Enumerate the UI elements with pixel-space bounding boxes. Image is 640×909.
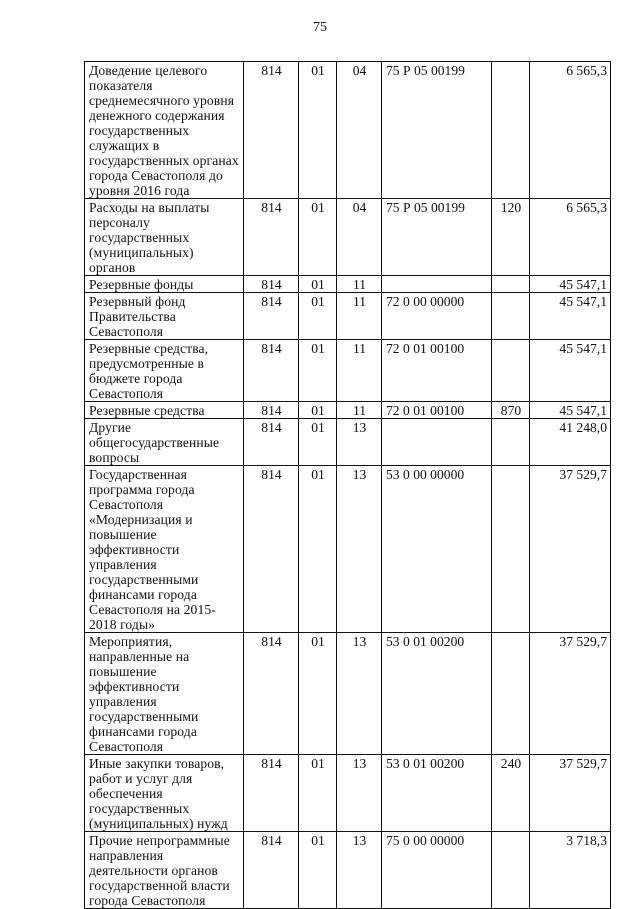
ved-cell: 814 — [244, 633, 299, 755]
ved-cell: 814 — [244, 402, 299, 419]
ved-cell: 814 — [244, 276, 299, 293]
rz-cell: 01 — [299, 62, 337, 199]
ved-cell: 814 — [244, 419, 299, 466]
amount-cell: 45 547,1 — [530, 276, 611, 293]
pr-cell: 04 — [337, 199, 382, 276]
ved-cell: 814 — [244, 293, 299, 340]
ved-cell: 814 — [244, 466, 299, 633]
budget-table-body — [85, 62, 611, 909]
vr-cell — [492, 832, 530, 909]
row-name-cell: Доведение целевого показателя среднемесячного уровня денежного содержания государственных служащих в государственных органах города Севастополя до уровня 2016 года — [85, 62, 244, 199]
vr-cell: 870 — [492, 402, 530, 419]
pr-cell: 13 — [337, 832, 382, 909]
vr-cell — [492, 62, 530, 199]
csr-cell: 72 0 01 00100 — [382, 402, 492, 419]
csr-cell — [382, 419, 492, 466]
vr-cell: 240 — [492, 755, 530, 832]
ved-cell: 814 — [244, 340, 299, 402]
table-row — [85, 62, 611, 199]
amount-cell: 41 248,0 — [530, 419, 611, 466]
table-row — [85, 633, 611, 755]
csr-cell: 72 0 01 00100 — [382, 340, 492, 402]
pr-cell: 04 — [337, 62, 382, 199]
amount-cell: 6 565,3 — [530, 62, 611, 199]
rz-cell: 01 — [299, 340, 337, 402]
pr-cell: 13 — [337, 755, 382, 832]
table-row — [85, 199, 611, 276]
rz-cell: 01 — [299, 402, 337, 419]
row-name-cell: Иные закупки товаров, работ и услуг для обеспечения государственных (муниципальных) нужд — [85, 755, 244, 832]
vr-cell — [492, 419, 530, 466]
row-name-cell: Резервные фонды — [85, 276, 244, 293]
vr-cell — [492, 633, 530, 755]
page-number: 75 — [313, 20, 327, 35]
pr-cell: 11 — [337, 293, 382, 340]
ved-cell: 814 — [244, 62, 299, 199]
ved-cell: 814 — [244, 199, 299, 276]
csr-cell — [382, 276, 492, 293]
csr-cell: 53 0 00 00000 — [382, 466, 492, 633]
csr-cell: 75 0 00 00000 — [382, 832, 492, 909]
vr-cell — [492, 340, 530, 402]
rz-cell: 01 — [299, 276, 337, 293]
row-name-cell: Резервные средства, предусмотренные в бюджете города Севастополя — [85, 340, 244, 402]
csr-cell: 75 Р 05 00199 — [382, 62, 492, 199]
table-row — [85, 340, 611, 402]
ved-cell: 814 — [244, 832, 299, 909]
amount-cell: 45 547,1 — [530, 402, 611, 419]
amount-cell: 37 529,7 — [530, 633, 611, 755]
csr-cell: 75 Р 05 00199 — [382, 199, 492, 276]
csr-cell: 72 0 00 00000 — [382, 293, 492, 340]
row-name-cell: Государственная программа города Севастополя «Модернизация и повышение эффективности управления государственными финансами города Севастополя на 2015-2018 годы» — [85, 466, 244, 633]
csr-cell: 53 0 01 00200 — [382, 755, 492, 832]
vr-cell — [492, 466, 530, 633]
amount-cell: 45 547,1 — [530, 293, 611, 340]
budget-table — [84, 61, 611, 909]
amount-cell: 37 529,7 — [530, 755, 611, 832]
rz-cell: 01 — [299, 293, 337, 340]
amount-cell: 45 547,1 — [530, 340, 611, 402]
amount-cell: 3 718,3 — [530, 832, 611, 909]
rz-cell: 01 — [299, 466, 337, 633]
table-row — [85, 402, 611, 419]
pr-cell: 11 — [337, 340, 382, 402]
rz-cell: 01 — [299, 755, 337, 832]
rz-cell: 01 — [299, 832, 337, 909]
table-row — [85, 293, 611, 340]
row-name-cell: Мероприятия, направленные на повышение эффективности управления государственными финансами города Севастополя — [85, 633, 244, 755]
amount-cell: 37 529,7 — [530, 466, 611, 633]
pr-cell: 13 — [337, 466, 382, 633]
table-row — [85, 276, 611, 293]
rz-cell: 01 — [299, 199, 337, 276]
ved-cell: 814 — [244, 755, 299, 832]
row-name-cell: Резервный фонд Правительства Севастополя — [85, 293, 244, 340]
rz-cell: 01 — [299, 419, 337, 466]
pr-cell: 13 — [337, 419, 382, 466]
row-name-cell: Расходы на выплаты персоналу государственных (муниципальных) органов — [85, 199, 244, 276]
rz-cell: 01 — [299, 633, 337, 755]
table-row — [85, 832, 611, 909]
row-name-cell: Другие общегосударственные вопросы — [85, 419, 244, 466]
csr-cell: 53 0 01 00200 — [382, 633, 492, 755]
row-name-cell: Резервные средства — [85, 402, 244, 419]
pr-cell: 11 — [337, 276, 382, 293]
table-row — [85, 755, 611, 832]
vr-cell: 120 — [492, 199, 530, 276]
table-row — [85, 419, 611, 466]
pr-cell: 13 — [337, 633, 382, 755]
vr-cell — [492, 276, 530, 293]
vr-cell — [492, 293, 530, 340]
row-name-cell: Прочие непрограммные направления деятельности органов государственной власти города Севастополя — [85, 832, 244, 909]
amount-cell: 6 565,3 — [530, 199, 611, 276]
table-row — [85, 466, 611, 633]
pr-cell: 11 — [337, 402, 382, 419]
